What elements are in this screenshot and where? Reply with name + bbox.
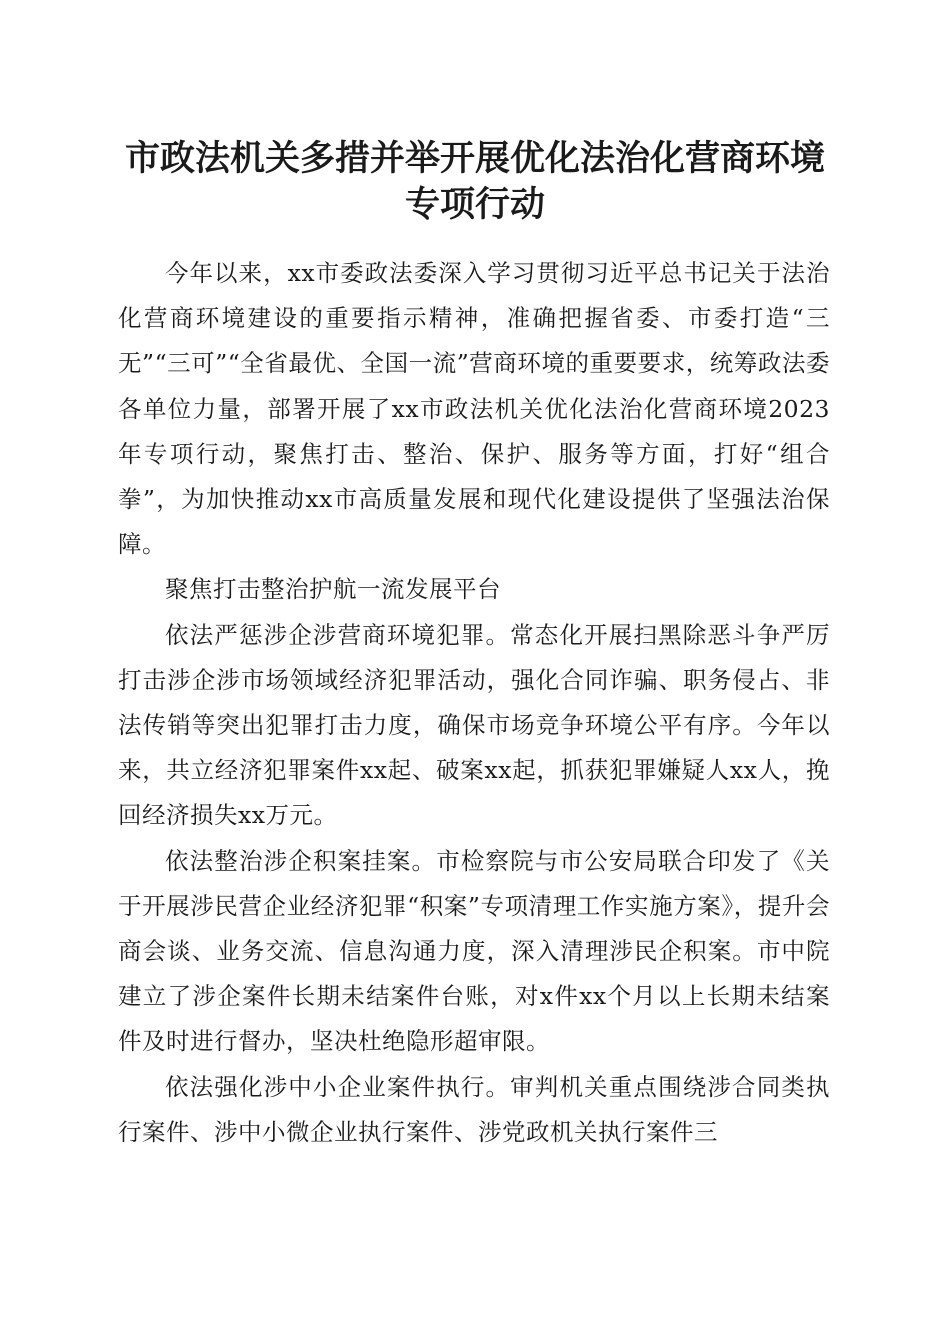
paragraph-case-execution: 依法强化涉中小企业案件执行。审判机关重点围绕涉合同类执行案件、涉中小微企业执行案件、涉党政机关执行案件三 — [118, 1072, 830, 1146]
title-line-1: 市政法机关多措并举开展优化法治化营商环境 — [124, 138, 825, 179]
section-heading: 聚焦打击整治护航一流发展平台 — [165, 575, 501, 604]
title-line-2: 专项行动 — [404, 184, 545, 225]
paragraph-intro: 今年以来，xx市委政法委深入学习贯彻习近平总书记关于法治化营商环境建设的重要指示精神，准确把握省委、市委打造“三无”“三可”“全省最优、全国一流”营商环境的重要要求，统筹政法委各单位力量，部署开展了xx市政法机关优化法治化营商环境2023年专项行动，聚焦打击、整治、保护、服务等方面，打好“组合拳”，为加快推动xx市高质量发展和现代化建设提供了坚强法治保障。 — [118, 259, 830, 559]
document-title — [100, 136, 850, 228]
paragraph-crime-crackdown: 依法严惩涉企涉营商环境犯罪。常态化开展扫黑除恶斗争严厉打击涉企涉市场领域经济犯罪活动，强化合同诈骗、职务侵占、非法传销等突出犯罪打击力度，确保市场竞争环境公平有序。今年以来，共立经济犯罪案件xx起、破案xx起，抓获犯罪嫌疑人xx人，挽回经济损失xx万元。 — [118, 620, 830, 830]
paragraph-backlog-cases: 依法整治涉企积案挂案。市检察院与市公安局联合印发了《关于开展涉民营企业经济犯罪“积案”专项清理工作实施方案》，提升会商会谈、业务交流、信息沟通力度，深入清理涉民企积案。市中院建立了涉企案件长期未结案件台账，对x件xx个月以上长期未结案件及时进行督办，坚决杜绝隐形超审限。 — [118, 846, 830, 1056]
document-body — [118, 251, 830, 1155]
